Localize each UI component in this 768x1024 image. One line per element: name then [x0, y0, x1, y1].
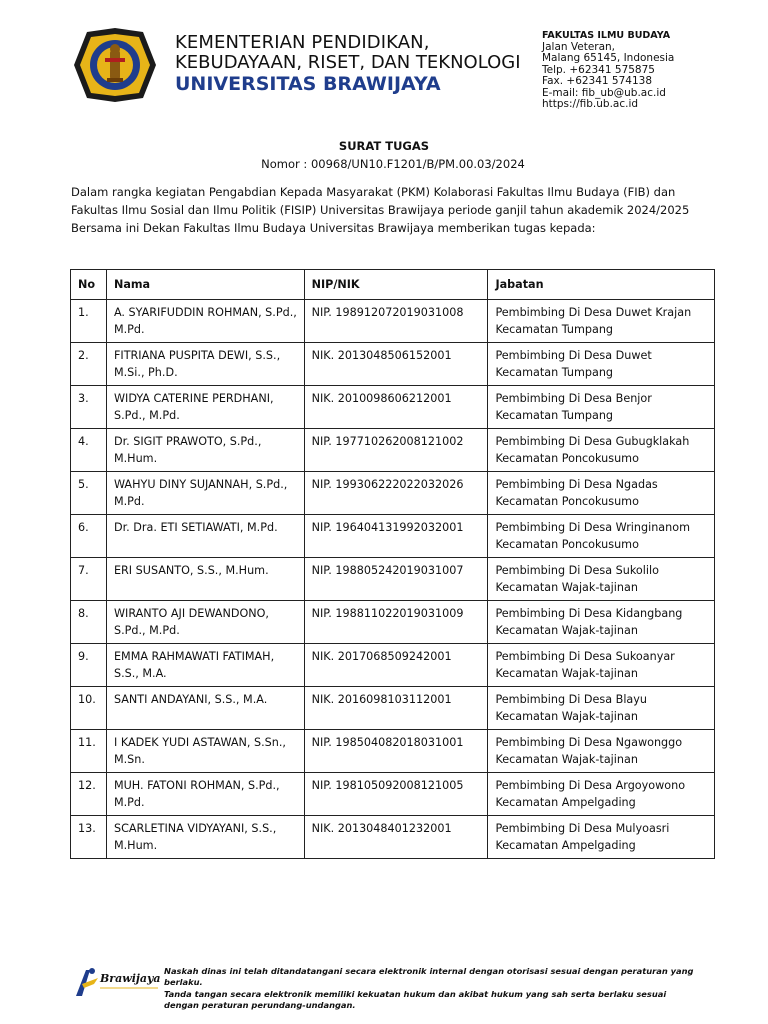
- document-number: Nomor : 00968/UN10.F1201/B/PM.00.03/2024: [261, 157, 525, 171]
- row-number: 8.: [71, 601, 107, 644]
- row-position: Pembimbing Di Desa Sukoanyar Kecamatan Wajak-tajinan: [488, 644, 715, 687]
- row-position: Pembimbing Di Desa Duwet Krajan Kecamatan Tumpang: [488, 300, 715, 343]
- row-nip: NIK. 2010098606212001: [304, 386, 488, 429]
- row-number: 2.: [71, 343, 107, 386]
- row-number: 5.: [71, 472, 107, 515]
- table-row: [71, 472, 715, 515]
- row-name: WIDYA CATERINE PERDHANI, S.Pd., M.Pd.: [106, 386, 304, 429]
- row-name: FITRIANA PUSPITA DEWI, S.S., M.Si., Ph.D.: [106, 343, 304, 386]
- row-position: Pembimbing Di Desa Argoyowono Kecamatan Ampelgading: [488, 773, 715, 816]
- row-nip: NIP. 198805242019031007: [304, 558, 488, 601]
- phone-number: Telp. +62341 575875: [542, 63, 655, 76]
- row-name: MUH. FATONI ROHMAN, S.Pd., M.Pd.: [106, 773, 304, 816]
- row-name: Dr. Dra. ETI SETIAWATI, M.Pd.: [106, 515, 304, 558]
- header-nip: NIP/NIK: [304, 270, 488, 300]
- row-position: Pembimbing Di Desa Ngawonggo Kecamatan Wajak-tajinan: [488, 730, 715, 773]
- assignment-table: [70, 269, 715, 859]
- table-row: [71, 730, 715, 773]
- intro-paragraph: Dalam rangka kegiatan Pengabdian Kepada Masyarakat (PKM) Kolaborasi Fakultas Ilmu Budaya (FIB) dan Fakultas Ilmu Sosial dan Ilmu Politik (FISIP) Universitas Brawijaya periode ganjil tahun akademik 2024/2025: [71, 185, 690, 217]
- row-nip: NIK. 2013048506152001: [304, 343, 488, 386]
- row-nip: NIP. 198504082018031001: [304, 730, 488, 773]
- table-header-row: [71, 270, 715, 300]
- row-position: Pembimbing Di Desa Sukolilo Kecamatan Wajak-tajinan: [488, 558, 715, 601]
- table-row: [71, 429, 715, 472]
- address-line2: Malang 65145, Indonesia: [542, 52, 675, 64]
- row-position: Pembimbing Di Desa Wringinanom Kecamatan Poncokusumo: [488, 515, 715, 558]
- footer-note-line2: Tanda tangan secara elektronik memiliki kekuatan hukum dan akibat hukum yang sah serta berlaku sesuai dengan peraturan perundang-undangan.: [164, 988, 667, 1010]
- row-name: I KADEK YUDI ASTAWAN, S.Sn., M.Sn.: [106, 730, 304, 773]
- row-number: 11.: [71, 730, 107, 773]
- row-nip: NIP. 198912072019031008: [304, 300, 488, 343]
- row-nip: NIP. 197710262008121002: [304, 429, 488, 472]
- table-row: [71, 816, 715, 859]
- assignment-statement: Bersama ini Dekan Fakultas Ilmu Budaya Universitas Brawijaya memberikan tugas kepada:: [71, 221, 596, 235]
- table-row: [71, 386, 715, 429]
- intro-text: [71, 183, 721, 237]
- row-nip: NIK. 2016098103112001: [304, 687, 488, 730]
- university-seal-logo: [72, 26, 158, 104]
- table-row: [71, 773, 715, 816]
- row-position: Pembimbing Di Desa Gubugklakah Kecamatan Poncokusumo: [488, 429, 715, 472]
- brawijaya-footer-logo: [72, 964, 162, 1000]
- website-link[interactable]: https://fib.ub.ac.id: [542, 98, 639, 110]
- table-row: [71, 515, 715, 558]
- row-name: WAHYU DINY SUJANNAH, S.Pd., M.Pd.: [106, 472, 304, 515]
- row-name: SANTI ANDAYANI, S.S., M.A.: [106, 687, 304, 730]
- row-name: WIRANTO AJI DEWANDONO, S.Pd., M.Pd.: [106, 601, 304, 644]
- table-row: [71, 601, 715, 644]
- row-position: Pembimbing Di Desa Kidangbang Kecamatan Wajak-tajinan: [488, 601, 715, 644]
- row-number: 1.: [71, 300, 107, 343]
- row-nip: NIK. 2017068509242001: [304, 644, 488, 687]
- row-position: Pembimbing Di Desa Ngadas Kecamatan Poncokusumo: [488, 472, 715, 515]
- ministry-name-line2: KEBUDAYAAN, RISET, DAN TEKNOLOGI: [175, 52, 521, 73]
- fax-number: Fax. +62341 574138: [542, 75, 653, 87]
- table-row: [71, 343, 715, 386]
- header-position: Jabatan: [488, 270, 715, 300]
- faculty-name: FAKULTAS ILMU BUDAYA: [542, 30, 671, 41]
- electronic-signature-note: [164, 966, 704, 1011]
- row-name: SCARLETINA VIDYAYANI, S.S., M.Hum.: [106, 816, 304, 859]
- row-number: 9.: [71, 644, 107, 687]
- header-no: No: [71, 270, 107, 300]
- row-nip: NIK. 2013048401232001: [304, 816, 488, 859]
- row-nip: NIP. 196404131992032001: [304, 515, 488, 558]
- ministry-header: [175, 33, 535, 95]
- row-number: 10.: [71, 687, 107, 730]
- footer-note-line1: Naskah dinas ini telah ditandatangani secara elektronik internal dengan otorisasi sesuai dengan peraturan yang berlaku.: [164, 966, 694, 988]
- row-number: 7.: [71, 558, 107, 601]
- row-name: EMMA RAHMAWATI FATIMAH, S.S., M.A.: [106, 644, 304, 687]
- footer-logo-text: Brawijaya: [100, 972, 161, 985]
- faculty-contact-block: [542, 30, 742, 111]
- row-number: 12.: [71, 773, 107, 816]
- row-number: 13.: [71, 816, 107, 859]
- table-row: [71, 687, 715, 730]
- table-row: [71, 644, 715, 687]
- row-position: Pembimbing Di Desa Mulyoasri Kecamatan Ampelgading: [488, 816, 715, 859]
- header-name: Nama: [106, 270, 304, 300]
- row-number: 3.: [71, 386, 107, 429]
- row-position: Pembimbing Di Desa Duwet Kecamatan Tumpang: [488, 343, 715, 386]
- address-line1: Jalan Veteran,: [542, 40, 616, 53]
- email-address: E-mail: fib_ub@ub.ac.id: [542, 86, 666, 99]
- row-nip: NIP. 199306222022032026: [304, 472, 488, 515]
- university-name: UNIVERSITAS BRAWIJAYA: [175, 73, 441, 95]
- table-row: [71, 300, 715, 343]
- row-name: ERI SUSANTO, S.S., M.Hum.: [106, 558, 304, 601]
- ministry-name-line1: KEMENTERIAN PENDIDIKAN,: [175, 32, 430, 53]
- row-position: Pembimbing Di Desa Blayu Kecamatan Wajak-tajinan: [488, 687, 715, 730]
- row-nip: NIP. 198811022019031009: [304, 601, 488, 644]
- document-title: SURAT TUGAS: [338, 139, 430, 153]
- row-number: 6.: [71, 515, 107, 558]
- row-name: Dr. SIGIT PRAWOTO, S.Pd., M.Hum.: [106, 429, 304, 472]
- row-nip: NIP. 198105092008121005: [304, 773, 488, 816]
- row-position: Pembimbing Di Desa Benjor Kecamatan Tumpang: [488, 386, 715, 429]
- table-row: [71, 558, 715, 601]
- row-name: A. SYARIFUDDIN ROHMAN, S.Pd., M.Pd.: [106, 300, 304, 343]
- row-number: 4.: [71, 429, 107, 472]
